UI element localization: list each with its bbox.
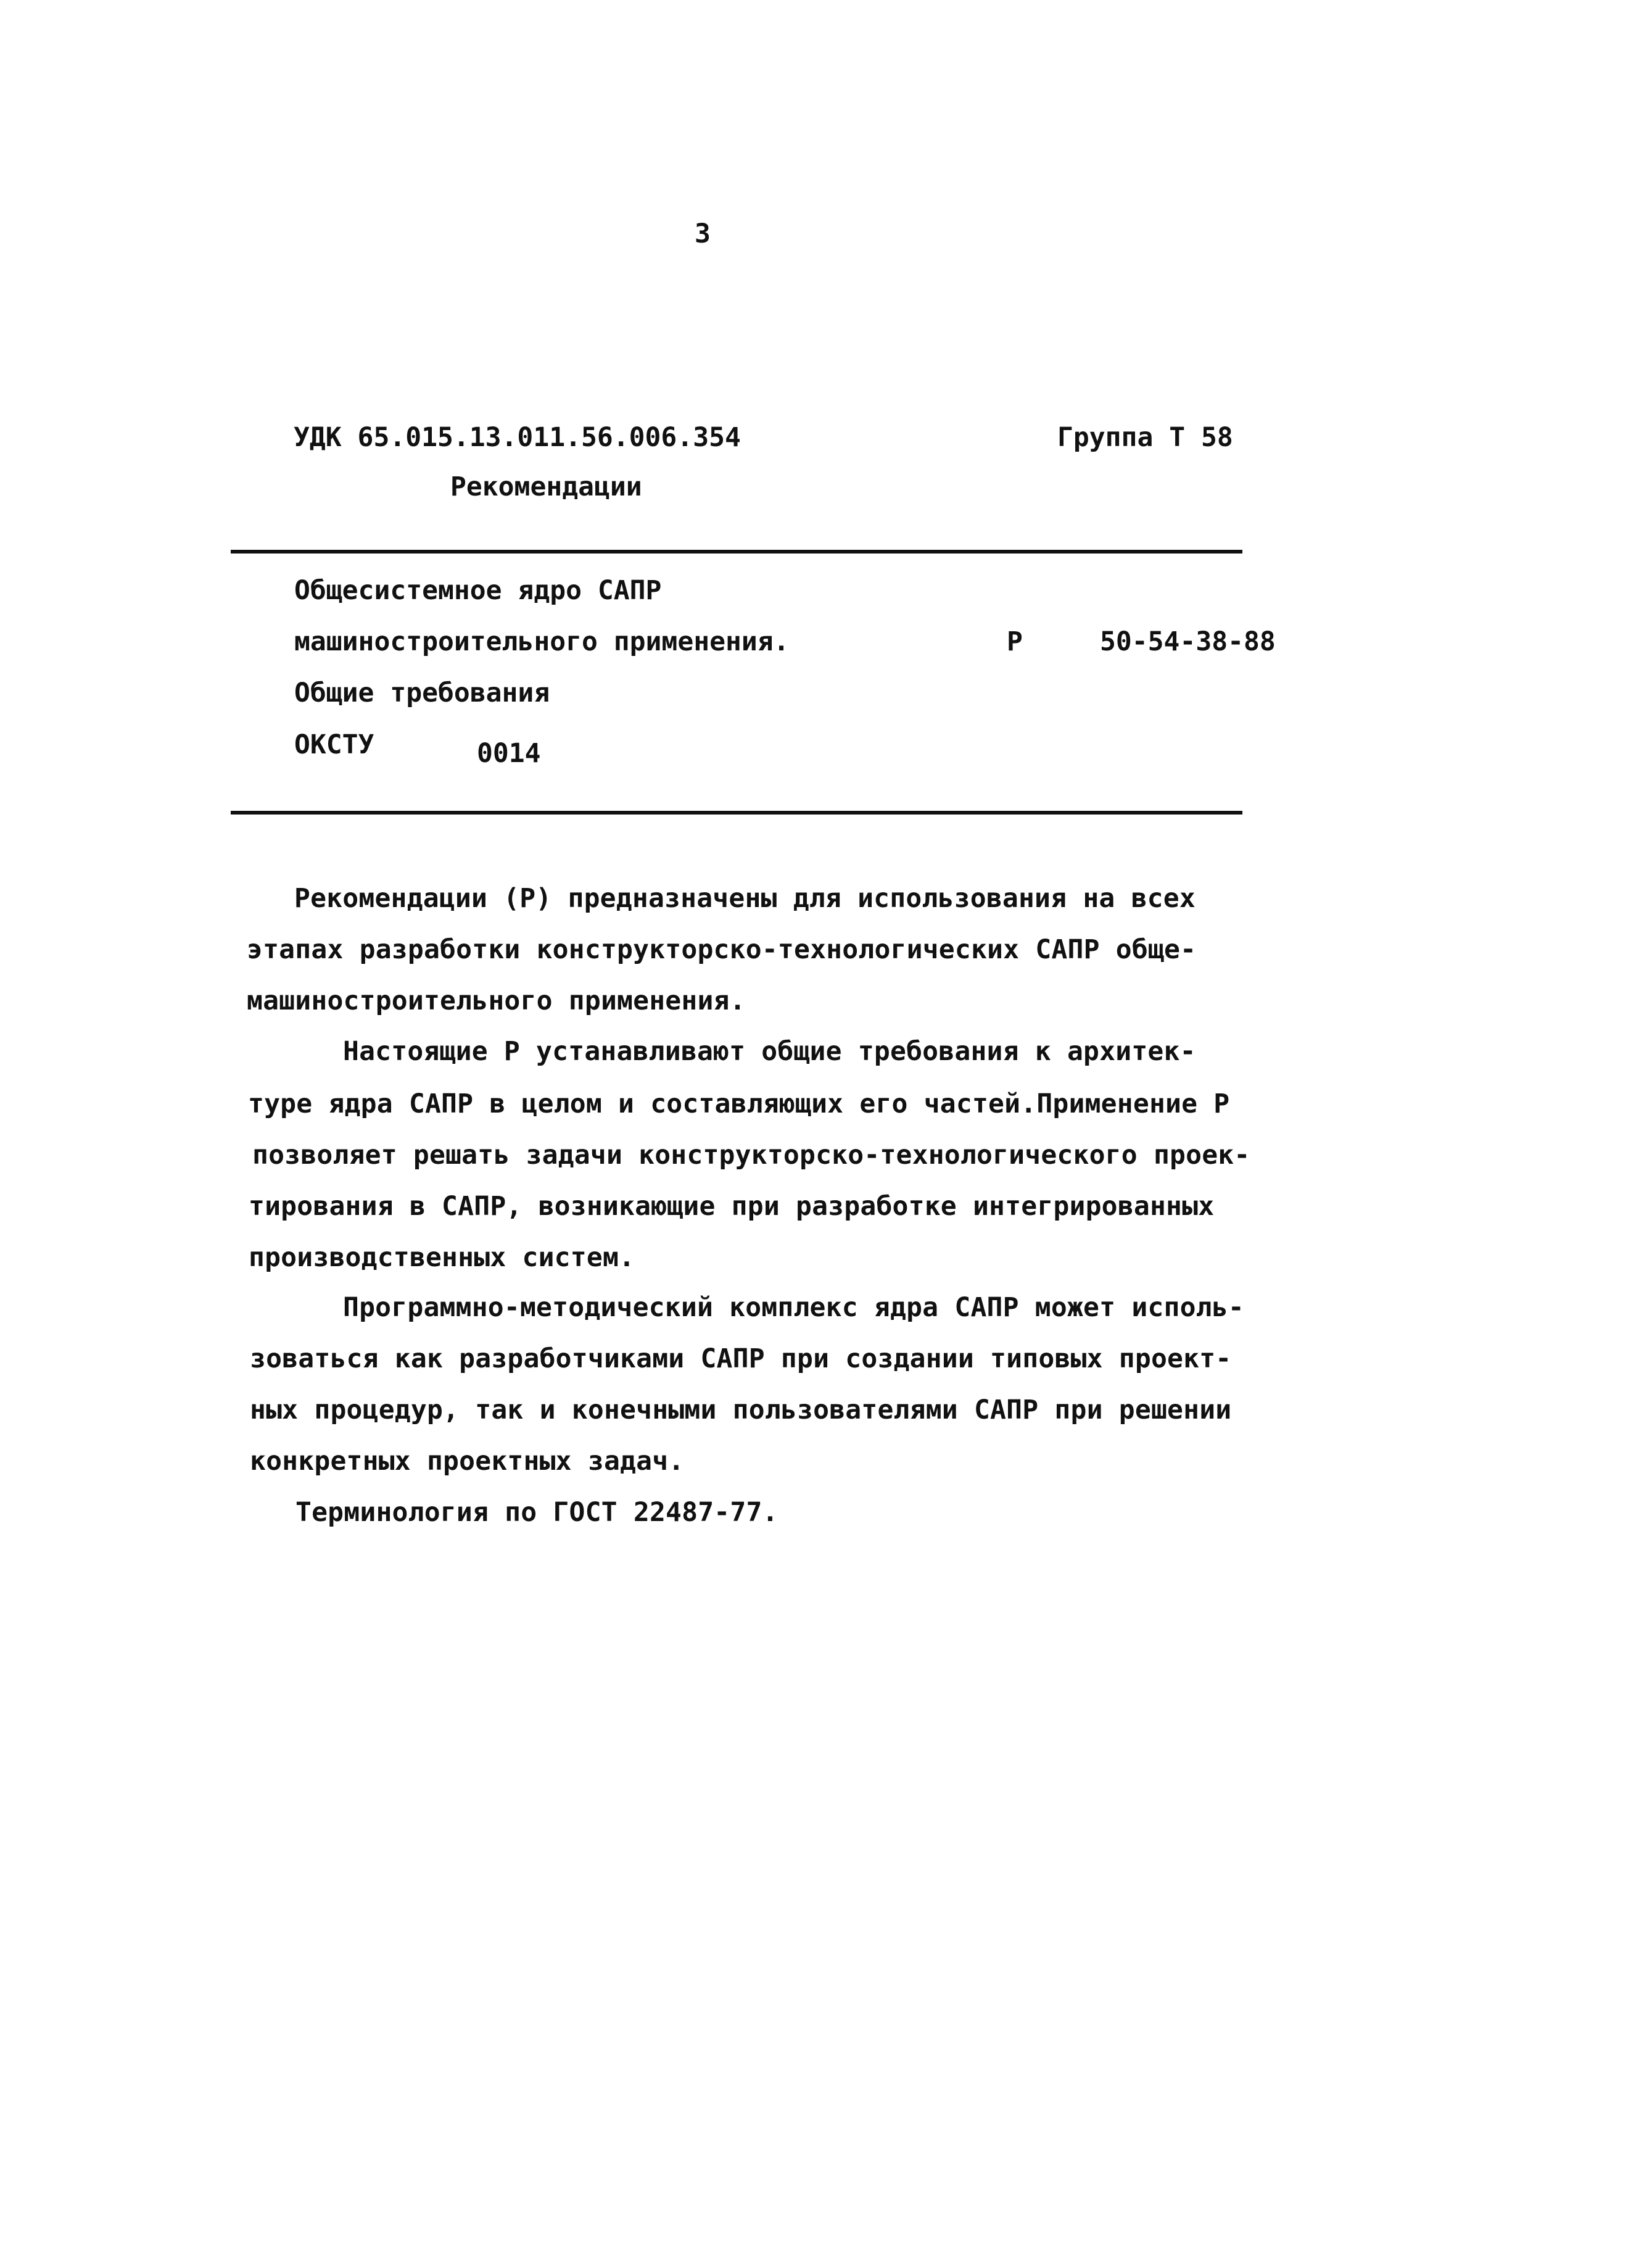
body-line: тирования в САПР, возникающие при разработке интегрированных bbox=[249, 1191, 1215, 1222]
body-line: конкретных проектных задач. bbox=[250, 1446, 685, 1477]
body-line: Терминология по ГОСТ 22487-77. bbox=[295, 1497, 779, 1528]
body-line: позволяет решать задачи конструкторско-технологического проек- bbox=[252, 1140, 1250, 1171]
title-line-3: Общие требования bbox=[294, 678, 550, 708]
designation-prefix: Р bbox=[1007, 626, 1023, 657]
group-code: Группа Т 58 bbox=[1057, 422, 1233, 453]
title-line-2: машиностроительного применения. bbox=[294, 626, 790, 657]
body-line: ных процедур, так и конечными пользователями САПР при решении bbox=[250, 1395, 1232, 1425]
body-line: зоваться как разработчиками САПР при создании типовых проект- bbox=[250, 1343, 1232, 1374]
oksty-code: 0014 bbox=[477, 738, 541, 769]
body-line: туре ядра САПР в целом и составляющих его частей.Применение Р bbox=[248, 1088, 1230, 1119]
udc-code: УДК 65.015.13.011.56.006.354 bbox=[294, 422, 741, 453]
body-line: производственных систем. bbox=[249, 1242, 635, 1273]
body-line: этапах разработки конструкторско-технологических САПР обще- bbox=[247, 934, 1197, 965]
top-rule bbox=[231, 550, 1242, 553]
bottom-rule bbox=[231, 811, 1242, 815]
title-line-1: Общесистемное ядро САПР bbox=[294, 575, 662, 606]
document-type: Рекомендации bbox=[450, 471, 642, 502]
body-line: Программно-методический комплекс ядра САПР может исполь- bbox=[343, 1292, 1244, 1323]
body-line: Настоящие Р устанавливают общие требования к архитек- bbox=[343, 1036, 1196, 1067]
page-number: 3 bbox=[695, 218, 711, 249]
designation-number: 50-54-38-88 bbox=[1100, 626, 1276, 657]
body-line: машиностроительного применения. bbox=[247, 985, 746, 1016]
oksty-label: ОКСТУ bbox=[294, 729, 374, 760]
body-line: Рекомендации (Р) предназначены для использования на всех bbox=[294, 883, 1196, 914]
